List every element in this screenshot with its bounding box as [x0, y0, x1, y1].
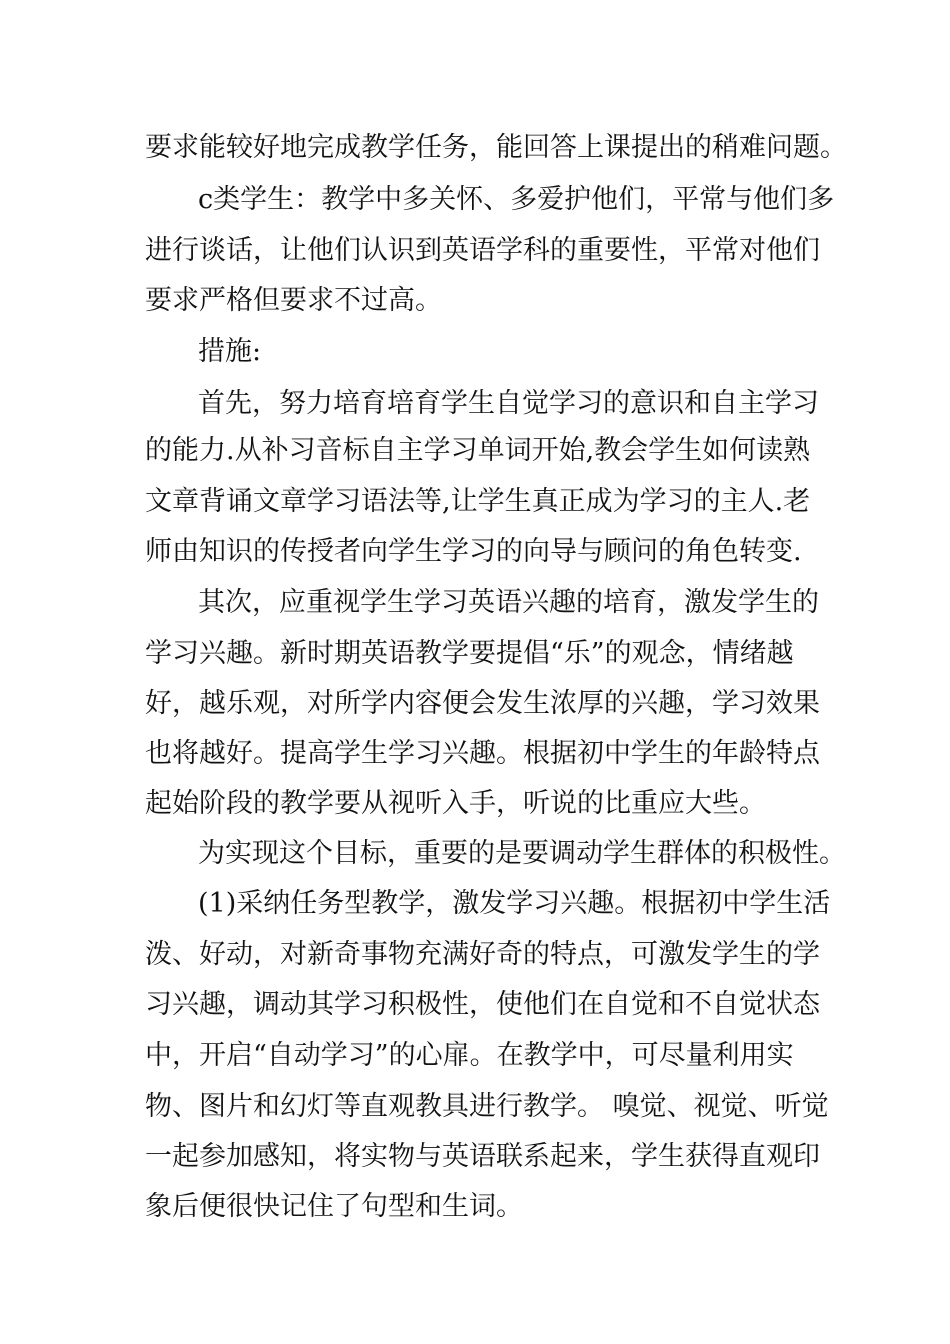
- text-line: 象后便很快记住了句型和生词。: [145, 1191, 523, 1222]
- text-line: 要求严格但要求不过高。: [145, 285, 442, 316]
- text-line: 要求能较好地完成教学任务，能回答上课提出的稍难问题。: [145, 132, 847, 163]
- text-line: 措施:: [198, 336, 262, 367]
- text-line: 首先，努力培育培育学生自觉学习的意识和自主学习: [198, 388, 819, 419]
- text-line: 师由知识的传授者向学生学习的向导与顾问的角色转变.: [145, 536, 802, 567]
- text-line: 文章背诵文章学习语法等,让学生真正成为学习的主人.老: [145, 486, 811, 517]
- text-line: 为实现这个目标，重要的是要调动学生群体的积极性。: [198, 838, 846, 869]
- text-line: 泼、好动，对新奇事物充满好奇的特点，可激发学生的学: [145, 939, 820, 970]
- text-line: (1)采纳任务型教学，激发学习兴趣。根据初中学生活: [198, 888, 831, 919]
- text-line: 其次，应重视学生学习英语兴趣的培育，激发学生的: [198, 587, 819, 618]
- text-line: c类学生：教学中多关怀、多爱护他们，平常与他们多: [198, 184, 835, 215]
- text-line: 好，越乐观，对所学内容便会发生浓厚的兴趣，学习效果: [145, 688, 820, 719]
- text-line: 习兴趣，调动其学习积极性，使他们在自觉和不自觉状态: [145, 989, 820, 1020]
- text-line: 进行谈话，让他们认识到英语学科的重要性，平常对他们: [145, 235, 820, 266]
- text-line: 的能力.从补习音标自主学习单词开始,教会学生如何读熟: [145, 435, 811, 466]
- text-line: 起始阶段的教学要从视听入手，听说的比重应大些。: [145, 788, 766, 819]
- text-line: 也将越好。提高学生学习兴趣。根据初中学生的年龄特点: [145, 738, 820, 769]
- text-line: 一起参加感知，将实物与英语联系起来，学生获得直观印: [145, 1141, 820, 1172]
- text-line: 中，开启“自动学习”的心扉。在教学中，可尽量利用实: [145, 1040, 794, 1071]
- text-line: 学习兴趣。新时期英语教学要提倡“乐”的观念，情绪越: [145, 638, 794, 669]
- text-line: 物、图片和幻灯等直观教具进行教学。 嗅觉、视觉、听觉: [145, 1091, 829, 1122]
